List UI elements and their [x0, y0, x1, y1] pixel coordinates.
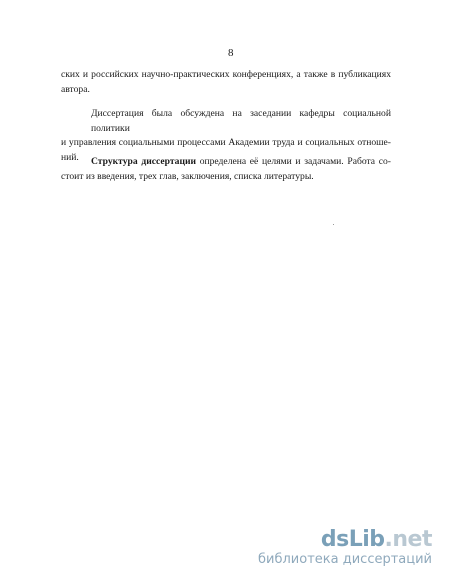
- scan-speck: [333, 224, 334, 225]
- paragraph-continuation: [61, 68, 391, 97]
- watermark-logo: [258, 528, 432, 552]
- paragraph-line: [61, 155, 391, 170]
- watermark-logo-ds: ds: [320, 527, 349, 552]
- paragraph-line: ских и российских научно-практических конференциях, а также в публикациях: [61, 69, 391, 80]
- paragraph-structure: [61, 155, 391, 184]
- paragraph-line: Диссертация была обсуждена на заседании кафедры социальной политики: [91, 108, 391, 134]
- watermark-logo-net: net: [392, 527, 432, 552]
- watermark-subtitle: библиотека диссертаций: [258, 552, 432, 567]
- paragraph-line: и управления социальными процессами Академии труда и социальных отноше-: [61, 137, 391, 148]
- bold-term: Структура диссертации: [91, 156, 197, 167]
- paragraph-line: автора.: [61, 83, 90, 95]
- paragraph-line: стоит из введения, трех глав, заключения, списка литературы.: [61, 170, 314, 182]
- page-number: 8: [228, 47, 234, 59]
- paragraph-line-rest: определена её целями и задачами. Работа со-: [196, 156, 391, 167]
- paragraph-line: ний.: [61, 151, 79, 163]
- watermark-logo-dot: .: [384, 527, 393, 552]
- watermark: [258, 528, 432, 568]
- watermark-logo-lib: Lib: [348, 527, 385, 552]
